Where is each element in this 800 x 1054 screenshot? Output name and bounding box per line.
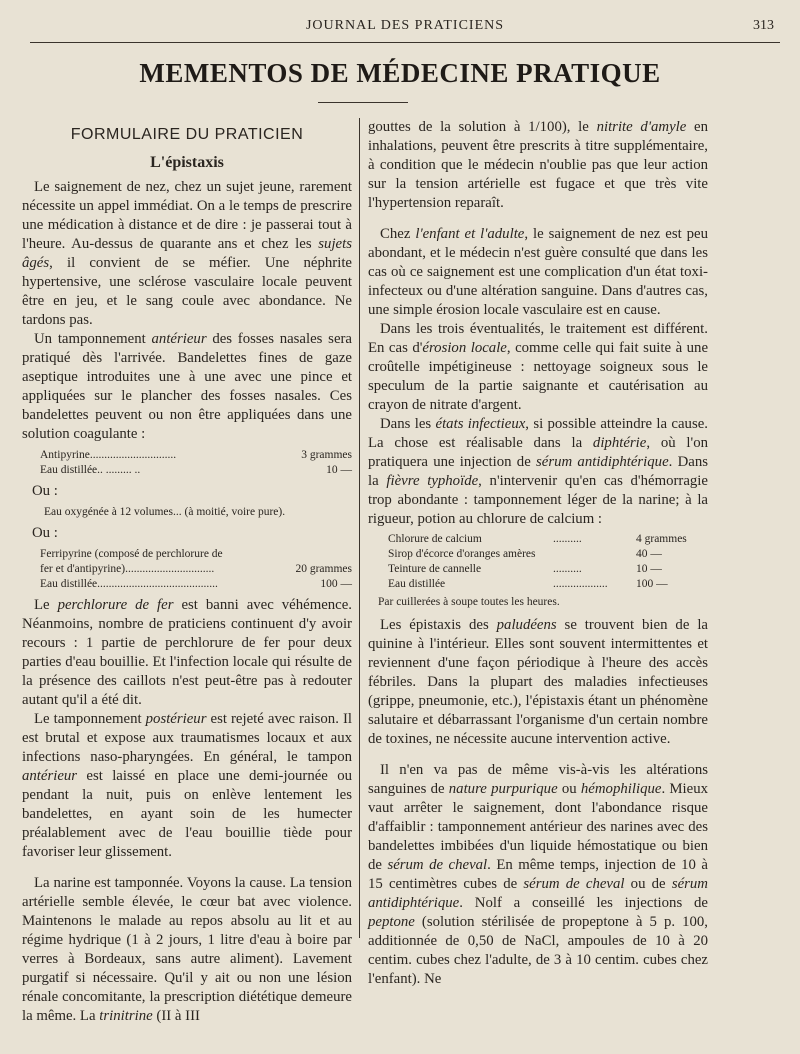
prescription bbox=[388, 532, 708, 592]
left-column bbox=[22, 118, 352, 1026]
column-divider bbox=[359, 118, 360, 938]
article-title: MEMENTOS DE MÉDECINE PRATIQUE bbox=[139, 58, 661, 88]
paragraph: La narine est tamponnée. Voyons la cause. La tension artérielle semble élevée, le cœur bat avec violence. Maintenons le malade au repos absolu au lit et au régime hydrique (1 à 2 jours, 1 litre d'eau à boire par verres à Bordeaux, sans autre aliment). Lavement purgatif si nécessaire. Qu'il y ait ou non une lésion rénale concomitante, la prescription diététique demeure la même. La trinitrine (II à III bbox=[22, 875, 352, 1024]
running-head bbox=[30, 14, 780, 43]
paragraph: Le tamponnement postérieur est rejeté avec raison. Il est brutal et expose aux traumatismes locaux et aux infections naso-pharyngées. En général, le tampon antérieur est laissé en place une demi-journée ou pendant la nuit, puis on enlève lentement les bandelettes, en ayant soin de les humecter préalablement avec de l'eau bouillie tiède pour favoriser leur glissement. bbox=[22, 711, 352, 860]
paragraph: gouttes de la solution à 1/100), le nitrite d'amyle en inhalations, peuvent être prescrits à titre supplémentaire, à condition que le médecin n'oublie pas que leur action sur la tension artérielle est fugace et que très vite l'hypertension reparaît. bbox=[368, 119, 708, 211]
paragraph: Dans les trois éventualités, le traitement est différent. En cas d'érosion locale, comme celle qui fait suite à une croûtelle impétigineuse : nettoyage soigneux sous le speculum de la partie saignante et cautérisation au crayon de nitrate d'argent. bbox=[368, 321, 709, 413]
prescription-line: Eau oxygénée à 12 volumes... (à moitié, voire pure). bbox=[44, 506, 286, 518]
prescription-line: Teinture de cannelle .......... 10 — bbox=[388, 563, 662, 575]
right-column bbox=[368, 118, 708, 989]
prescription-line: Antipyrine .............................. 3 grammes bbox=[40, 449, 352, 461]
journal-title: JOURNAL DES PRATICIENS bbox=[305, 18, 505, 33]
prescription bbox=[40, 547, 352, 592]
title-divider bbox=[318, 102, 408, 103]
prescription-line: fer et d'antipyrine) ............................... 20 grammes bbox=[40, 563, 352, 575]
prescription-line: Eau distillée .. ......... .. 10 — bbox=[40, 464, 352, 476]
paragraph: Il n'en va pas de même vis-à-vis les altérations sanguines de nature purpurique ou hémophilique. Mieux vaut arrêter le saignement, dont l'abondance risque d'affaiblir : tamponnement antérieur des narines avec des bandelettes imbibées d'un liquide hémostatique ou bien de sérum de cheval. En même temps, injection de 10 à 15 centimètres cubes de sérum de cheval ou de sérum antidiphtérique. Nolf a conseillé les injections de peptone (solution stérilisée de propeptone à 5 p. 100, additionnée de 0,50 de NaCl, ampoules de 10 à 20 centim. cubes chez l'adulte, de 3 à 10 centim. cubes chez l'enfant). Ne bbox=[368, 762, 708, 987]
subsection-title: L'épistaxis bbox=[150, 154, 224, 171]
paragraph: Chez l'enfant et l'adulte, le saignement de nez est peu abondant, et le médecin n'est guère consulté que dans les cas où ce saignement est une complication d'un état toxi-infecteux ou d'une altération sanguine. Dans d'autres cas, une simple érosion locale vasculaire est en cause. bbox=[368, 226, 708, 318]
paragraph: Dans les états infectieux, si possible atteindre la cause. La chose est réalisable dans la diphtérie, où l'on pratiquera une injection de sérum antidiphtérique. Dans la fièvre typhoïde, n'intervenir qu'en cas d'hémorragie trop abondante : tamponnement léger de la narine; à la rigueur, potion au chlorure de calcium : bbox=[368, 416, 708, 527]
page-number: 313 bbox=[753, 18, 774, 33]
prescription-line: Eau distillée ................... 100 — bbox=[388, 578, 668, 590]
alternative-label: Ou : bbox=[32, 483, 58, 499]
paragraph: Les épistaxis des paludéens se trouvent bien de la quinine à l'intérieur. Elles sont souvent intermittentes et reviennent d'une façon périodique à l'heure des accès fébriles. Dans la plupart des maladies infectieuses (grippe, pneumonie, etc.), l'épistaxis étant un phénomène salutaire et débarrassant l'organisme d'un certain nombre de toxines, ne nécessite aucune intervention active. bbox=[368, 617, 708, 747]
paragraph: Le perchlorure de fer est banni avec véhémence. Néanmoins, nombre de praticiens continuent d'y avoir recours : 1 partie de perchlorure de fer pour deux parties d'eau bouillie. Et l'infection locale qui résulte de la présence des caillots n'est peut-être pas à redouter autant qu'il a été dit. bbox=[22, 597, 353, 708]
paragraph: Un tamponnement antérieur des fosses nasales sera pratiqué dès l'arrivée. Bandelettes fines de gaze aseptique introduites une à une avec une pince et appliquées sur le plancher des fosses nasales. Ces bandelettes peuvent ou non être appliquées dans une solution coagulante : bbox=[22, 331, 353, 442]
alternative-label: Ou : bbox=[32, 525, 58, 541]
prescription-line: Ferripyrine (composé de perchlorure de bbox=[40, 548, 223, 560]
prescription bbox=[40, 448, 352, 478]
prescription-line: Sirop d'écorce d'oranges amères 40 — bbox=[388, 548, 662, 560]
prescription-line: Eau distillée .......................................... 100 — bbox=[40, 578, 352, 590]
section-title: FORMULAIRE DU PRATICIEN bbox=[70, 126, 304, 143]
dosage-note: Par cuillerées à soupe toutes les heures. bbox=[378, 596, 560, 608]
prescription-line: Chlorure de calcium .......... 4 grammes bbox=[388, 533, 687, 545]
paragraph: Le saignement de nez, chez un sujet jeune, rarement nécessite un appel immédiat. On a le temps de prescrire une médication à distance et de dire : je passerai tout à l'heure. Au-dessus de quarante ans et chez les sujets âgés, il convient de se méfier. Une néphrite hypertensive, une sclérose vasculaire locale peuvent être en jeu, et le sang coule avec abondance. Ne tardons pas. bbox=[22, 179, 352, 328]
